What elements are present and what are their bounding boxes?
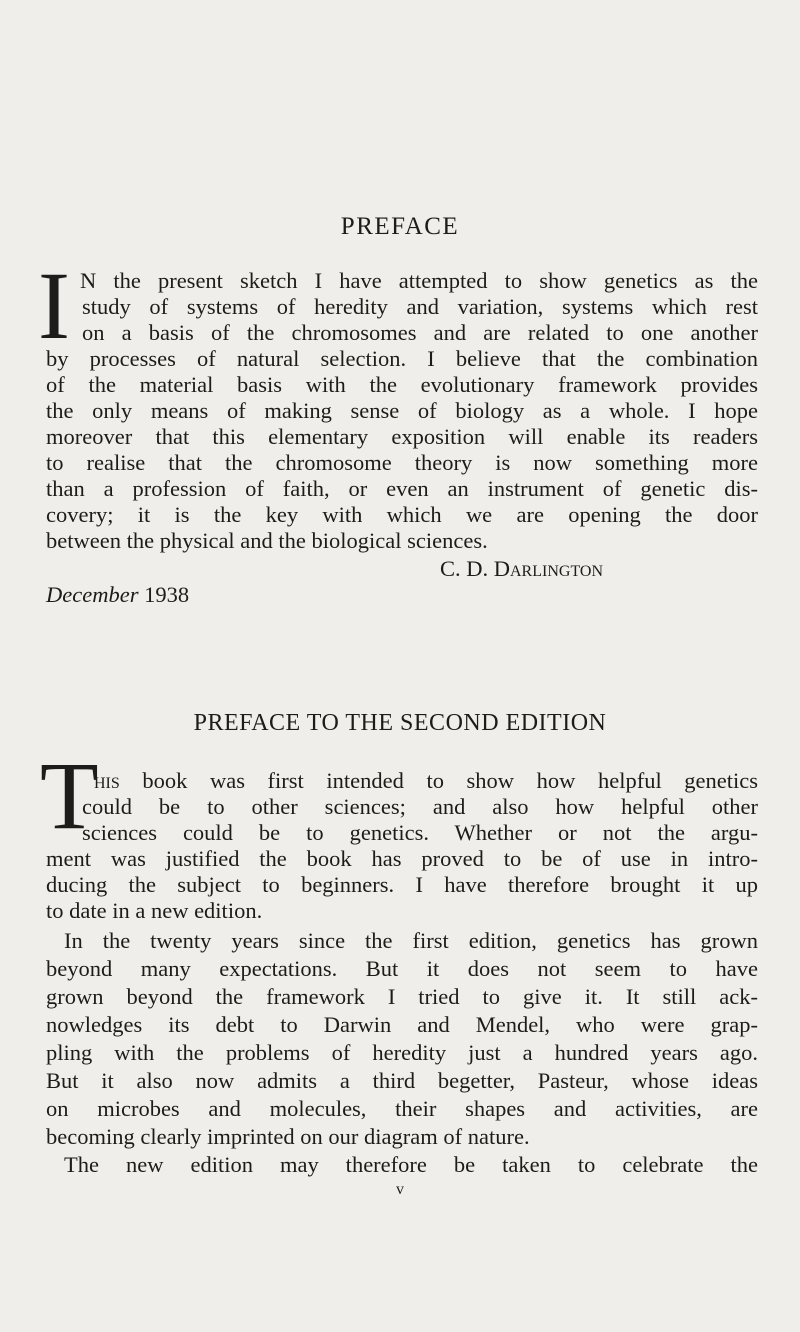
second-line-10: nowledges its debt to Darwin and Mendel, who were grap- [46, 1012, 758, 1037]
date-month: December [46, 582, 139, 607]
preface-line-10: covery; it is the key with which we are opening the door [46, 502, 758, 527]
second-edition-heading: PREFACE TO THE SECOND EDITION [193, 710, 607, 736]
second-line-3: sciences could be to genetics. Whether or not the argu- [82, 820, 758, 845]
second-line-9: grown beyond the framework I tried to give it. It still ack- [46, 984, 758, 1009]
preface-line-1: N the present sketch I have attempted to show genetics as the [80, 268, 759, 293]
author-signature: C. D. Darlington [440, 556, 604, 581]
second-line-13: on microbes and molecules, their shapes and activities, are [46, 1096, 758, 1121]
preface-line-8: to realise that the chromosome theory is now something more [46, 450, 758, 475]
preface-line-7: moreover that this elementary exposition will enable its readers [46, 424, 758, 449]
preface-line-2: study of systems of heredity and variation, systems which rest [82, 294, 758, 319]
preface-line-5: of the material basis with the evolutionary framework provides [46, 372, 758, 397]
second-line-6: to date in a new edition. [46, 898, 263, 923]
second-line-7: In the twenty years since the first edition, genetics has grown [64, 928, 758, 953]
preface-line-6: the only means of making sense of biology as a whole. I hope [46, 398, 758, 423]
second-line-14: becoming clearly imprinted on our diagram of nature. [46, 1124, 530, 1149]
second-line-1: his book was first intended to show how helpful genetics [94, 768, 758, 793]
second-line-5: ducing the subject to beginners. I have therefore brought it up [46, 872, 758, 897]
second-first-word: his [94, 768, 120, 793]
date-year: 1938 [144, 582, 190, 607]
preface-line-11: between the physical and the biological sciences. [46, 528, 488, 553]
preface-line-9: than a profession of faith, or even an instrument of genetic dis- [46, 476, 758, 501]
page-number: v [396, 1181, 404, 1198]
second-line-11: pling with the problems of heredity just a hundred years ago. [46, 1040, 758, 1065]
second-line-2: could be to other sciences; and also how helpful other [82, 794, 758, 819]
preface-heading: PREFACE [340, 213, 460, 240]
preface-line-3: on a basis of the chromosomes and are related to one another [82, 320, 758, 345]
preface-line-4: by processes of natural selection. I believe that the combination [46, 346, 758, 371]
second-line-4: ment was justified the book has proved to be of use in intro- [46, 846, 758, 871]
second-line-8: beyond many expectations. But it does not seem to have [46, 956, 758, 981]
second-line-12: But it also now admits a third begetter, Pasteur, whose ideas [46, 1068, 758, 1093]
second-line-15: The new edition may therefore be taken to celebrate the [64, 1152, 758, 1177]
preface-first-word: N [80, 268, 97, 293]
preface-drop-cap: I [38, 252, 70, 359]
second-edition-drop-cap: T [40, 742, 99, 849]
preface-date [46, 582, 189, 608]
